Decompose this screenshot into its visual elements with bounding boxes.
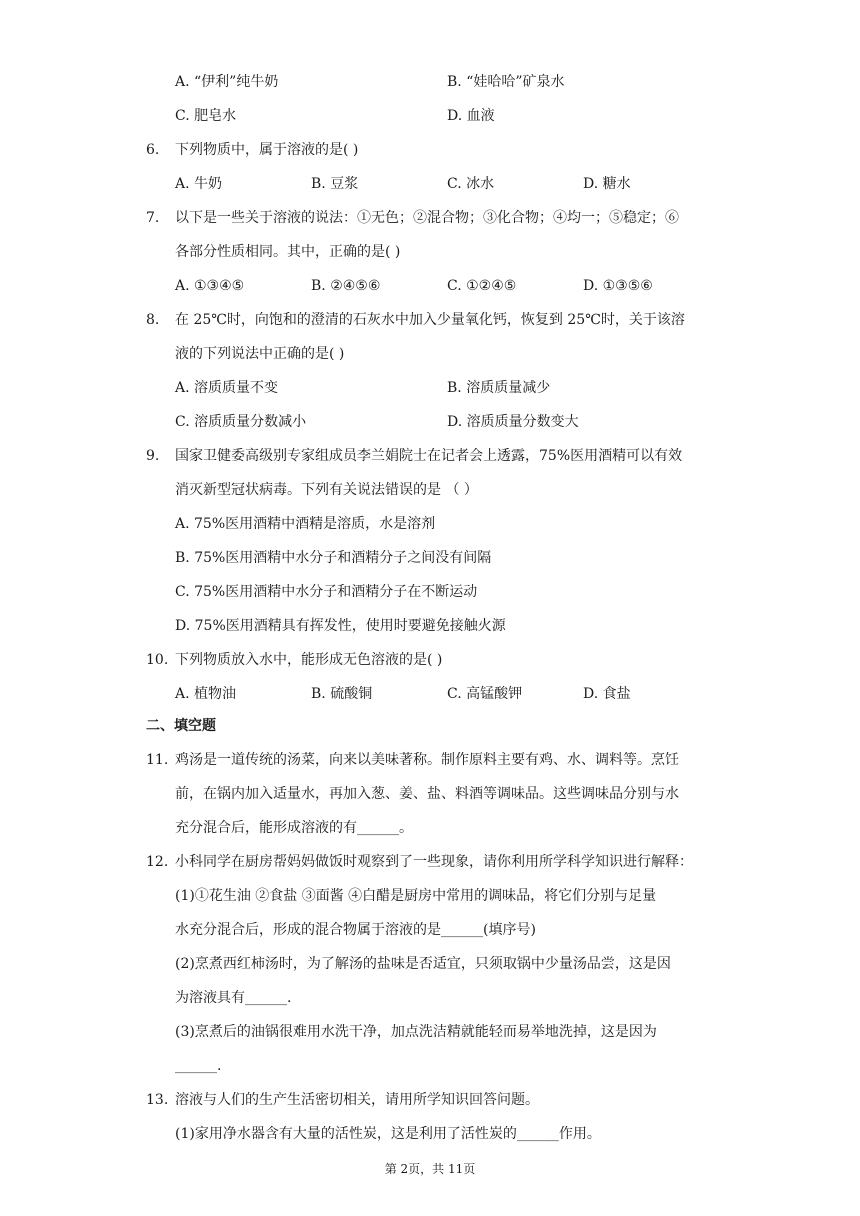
q9-stem-line1: 国家卫健委高级别专家组成员李兰娟院士在记者会上透露，75%医用酒精可以有效 bbox=[175, 448, 683, 464]
q11-line3: 充分混合后，能形成溶液的有______。 bbox=[175, 820, 413, 836]
q7-stem-line2: 各部分性质相同。其中，正确的是( ) bbox=[175, 244, 401, 260]
q12-line1: 小科同学在厨房帮妈妈做饭时观察到了一些现象，请你利用所学科学知识进行解释： bbox=[175, 854, 693, 870]
q9-option-d: D. 75%医用酒精具有挥发性，使用时要避免接触火源 bbox=[175, 618, 506, 634]
q12-number: 12. bbox=[146, 854, 169, 870]
q7-option-b: B. ②④⑤⑥ bbox=[311, 278, 381, 294]
page-footer: 第 2页，共 11页 bbox=[384, 1162, 476, 1176]
q7-option-d: D. ①③⑤⑥ bbox=[583, 278, 653, 294]
q13-line2: (1)家用净水器含有大量的活性炭，这是利用了活性炭的______作用。 bbox=[175, 1126, 601, 1142]
q9-option-a: A. 75%医用酒精中酒精是溶质，水是溶剂 bbox=[175, 516, 436, 532]
q10-option-d: D. 食盐 bbox=[583, 686, 631, 702]
q9-option-b: B. 75%医用酒精中水分子和酒精分子之间没有间隔 bbox=[175, 550, 492, 566]
q7-number: 7. bbox=[146, 210, 160, 226]
q11-number: 11. bbox=[146, 752, 169, 768]
q11-line1: 鸡汤是一道传统的汤菜，向来以美味著称。制作原料主要有鸡、水、调料等。烹饪 bbox=[175, 752, 679, 768]
q13-line1: 溶液与人们的生产生活密切相关，请用所学知识回答问题。 bbox=[175, 1092, 539, 1108]
q5-option-d: D. 血液 bbox=[447, 108, 495, 124]
q6-number: 6. bbox=[146, 142, 160, 158]
q6-option-a: A. 牛奶 bbox=[175, 176, 223, 192]
q12-line3: 水充分混合后，形成的混合物属于溶液的是______(填序号) bbox=[175, 922, 536, 938]
q8-option-d: D. 溶质质量分数变大 bbox=[447, 414, 579, 430]
q10-option-a: A. 植物油 bbox=[175, 686, 237, 702]
q8-number: 8. bbox=[146, 312, 160, 328]
q12-line5: 为溶液具有______. bbox=[175, 990, 292, 1006]
q5-option-b: B. “娃哈哈”矿泉水 bbox=[447, 74, 565, 90]
q8-option-c: C. 溶质质量分数减小 bbox=[175, 414, 307, 430]
q8-option-b: B. 溶质质量减少 bbox=[447, 380, 551, 396]
q8-option-a: A. 溶质质量不变 bbox=[175, 380, 279, 396]
q6-option-d: D. 糖水 bbox=[583, 176, 631, 192]
q9-stem-line2: 消灭新型冠状病毒。下列有关说法错误的是 （ ） bbox=[175, 482, 478, 498]
q10-option-b: B. 硫酸铜 bbox=[311, 686, 373, 702]
q6-option-c: C. 冰水 bbox=[447, 176, 495, 192]
q10-number: 10. bbox=[146, 652, 169, 668]
q5-option-c: C. 肥皂水 bbox=[175, 108, 237, 124]
q12-line4: (2)烹煮西红柿汤时，为了解汤的盐味是否适宜，只须取锅中少量汤品尝，这是因 bbox=[175, 956, 671, 972]
q8-stem-line1: 在 25℃时，向饱和的澄清的石灰水中加入少量氧化钙，恢复到 25℃时，关于该溶 bbox=[175, 312, 685, 328]
q9-option-c: C. 75%医用酒精中水分子和酒精分子在不断运动 bbox=[175, 584, 478, 600]
section-heading-fill-in: 二、填空题 bbox=[146, 718, 216, 734]
q12-line7: ______. bbox=[175, 1058, 222, 1074]
q9-number: 9. bbox=[146, 448, 160, 464]
q8-stem-line2: 液的下列说法中正确的是( ) bbox=[175, 346, 345, 362]
q10-stem: 下列物质放入水中，能形成无色溶液的是( ) bbox=[175, 652, 443, 668]
q10-option-c: C. 高锰酸钾 bbox=[447, 686, 523, 702]
q7-option-c: C. ①②④⑤ bbox=[447, 278, 517, 294]
q6-option-b: B. 豆浆 bbox=[311, 176, 359, 192]
q7-stem-line1: 以下是一些关于溶液的说法：①无色；②混合物；③化合物；④均一；⑤稳定；⑥ bbox=[175, 210, 679, 226]
q5-option-a: A. “伊利”纯牛奶 bbox=[175, 74, 279, 90]
q7-option-a: A. ①③④⑤ bbox=[175, 278, 245, 294]
q12-line2: (1)①花生油 ②食盐 ③面酱 ④白醋是厨房中常用的调味品，将它们分别与足量 bbox=[175, 888, 657, 904]
q12-line6: (3)烹煮后的油锅很难用水洗干净，加点洗洁精就能轻而易举地洗掉，这是因为 bbox=[175, 1024, 657, 1040]
q11-line2: 前，在锅内加入适量水，再加入葱、姜、盐、料酒等调味品。这些调味品分别与水 bbox=[175, 786, 679, 802]
q13-number: 13. bbox=[146, 1092, 169, 1108]
q6-stem: 下列物质中，属于溶液的是( ) bbox=[175, 142, 359, 158]
